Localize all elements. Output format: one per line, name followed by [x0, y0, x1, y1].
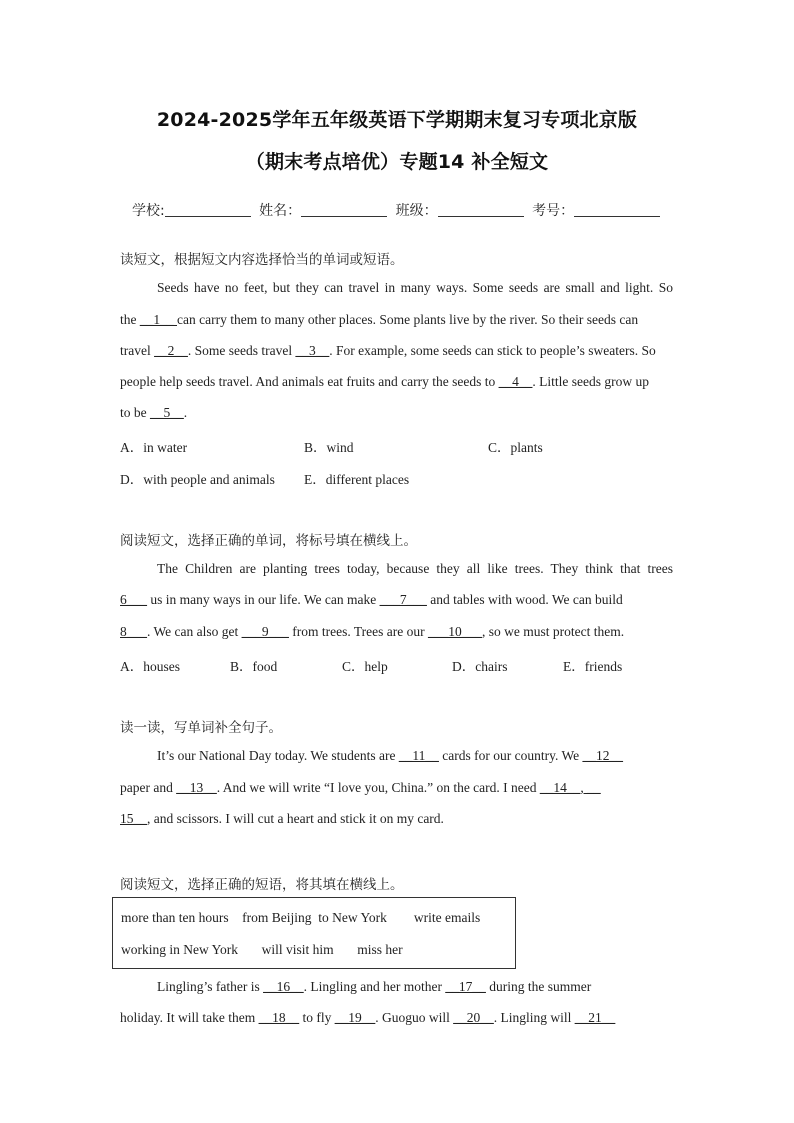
- blank-14[interactable]: __14__: [539, 780, 581, 795]
- option-a: A．houses: [120, 659, 180, 674]
- class-label: 班级：: [395, 203, 438, 219]
- blank-10[interactable]: ___10___: [427, 624, 482, 639]
- option-c: C．help: [342, 659, 388, 674]
- blank-13[interactable]: __13__: [176, 780, 217, 795]
- school-label: 学校:: [132, 203, 165, 219]
- section1-line: Seeds have no feet, but they can travel in many ways. Some seeds are small and light. So: [157, 280, 673, 295]
- blank-6[interactable]: 6___: [120, 592, 147, 607]
- class-field[interactable]: [438, 202, 524, 217]
- option-b: B．wind: [304, 440, 354, 455]
- section4-line: Lingling’s father is __16__. Lingling and her mother __17__ during the summer: [157, 979, 592, 994]
- section1-line: to be __5__.: [120, 405, 188, 420]
- section1-instruction: 读短文，根据短文内容选择恰当的单词或短语。: [120, 252, 404, 268]
- page-title: 2024-2025学年五年级英语下学期期末复习专项北京版: [156, 109, 638, 131]
- section2-line: 8___. We can also get ___9___ from trees. Trees are our ___10___, so we must protect them.: [120, 624, 625, 639]
- phrase-box: [112, 897, 516, 969]
- blank-11[interactable]: __11__: [398, 748, 439, 763]
- section2-line: The Children are planting trees today, because they all like trees. They think that trees: [157, 561, 673, 576]
- phrase-row: more than ten hours from Beijing to New York write emails: [121, 910, 481, 925]
- number-field[interactable]: [574, 202, 660, 217]
- section3-line: 15__, and scissors. I will cut a heart and stick it on my card.: [120, 811, 444, 826]
- blank-8[interactable]: 8___: [120, 624, 147, 639]
- blank-7[interactable]: ___7___: [379, 592, 427, 607]
- section3-line: paper and __13__. And we will write “I love you, China.” on the card. I need __14__, __: [120, 780, 601, 795]
- section4-instruction: 阅读短文，选择正确的短语，将其填在横线上。: [120, 877, 404, 893]
- option-a: A．in water: [120, 440, 188, 455]
- name-label: 姓名：: [259, 203, 302, 219]
- page-subtitle: （期末考点培优）专题14 补全短文: [245, 151, 549, 173]
- blank-17[interactable]: __17__: [445, 979, 486, 994]
- blank-4[interactable]: __4__: [498, 374, 533, 389]
- section1-line: travel __2__. Some seeds travel __3__. For example, some seeds can stick to people’s sweaters. So: [120, 343, 656, 358]
- blank-21[interactable]: __21__: [574, 1010, 616, 1025]
- option-d: D．with people and animals: [120, 472, 275, 487]
- section1-line: people help seeds travel. And animals eat fruits and carry the seeds to __4__. Little seeds grow up: [120, 374, 649, 389]
- blank-9[interactable]: ___9___: [241, 624, 289, 639]
- blank-19[interactable]: __19__: [334, 1010, 376, 1025]
- blank-12[interactable]: __12__: [582, 748, 623, 763]
- blank-18[interactable]: __18__: [258, 1010, 300, 1025]
- option-c: C．plants: [488, 440, 543, 455]
- option-b: B．food: [230, 659, 278, 674]
- number-label: 考号：: [532, 203, 575, 219]
- blank-2[interactable]: __2__: [154, 343, 188, 358]
- student-info-row: [132, 200, 664, 220]
- phrase-row: working in New York will visit him miss her: [121, 942, 403, 957]
- option-d: D．chairs: [452, 659, 508, 674]
- section2-line: 6___ us in many ways in our life. We can make ___7___ and tables with wood. We can build: [120, 592, 623, 607]
- name-field[interactable]: [301, 202, 387, 217]
- option-e: E．friends: [563, 659, 623, 674]
- school-field[interactable]: [165, 202, 251, 217]
- blank-5[interactable]: __5__: [150, 405, 184, 420]
- blank-1[interactable]: __1__: [139, 312, 177, 327]
- blank-20[interactable]: __20__: [453, 1010, 494, 1025]
- section3-line: It’s our National Day today. We students are __11__ cards for our country. We __12__: [157, 748, 623, 763]
- section2-instruction: 阅读短文，选择正确的单词，将标号填在横线上。: [120, 533, 417, 549]
- section1-line: the __1__ can carry them to many other places. Some plants live by the river. So their seeds can: [120, 312, 639, 327]
- blank-16[interactable]: __16__: [263, 979, 304, 994]
- blank-3[interactable]: __3__: [295, 343, 330, 358]
- section3-instruction: 读一读，写单词补全句子。: [120, 720, 282, 736]
- section4-line: holiday. It will take them __18__ to fly __19__. Guoguo will __20__. Lingling will __21__: [120, 1010, 616, 1025]
- blank-15[interactable]: 15__: [120, 811, 147, 826]
- option-e: E．different places: [304, 472, 410, 487]
